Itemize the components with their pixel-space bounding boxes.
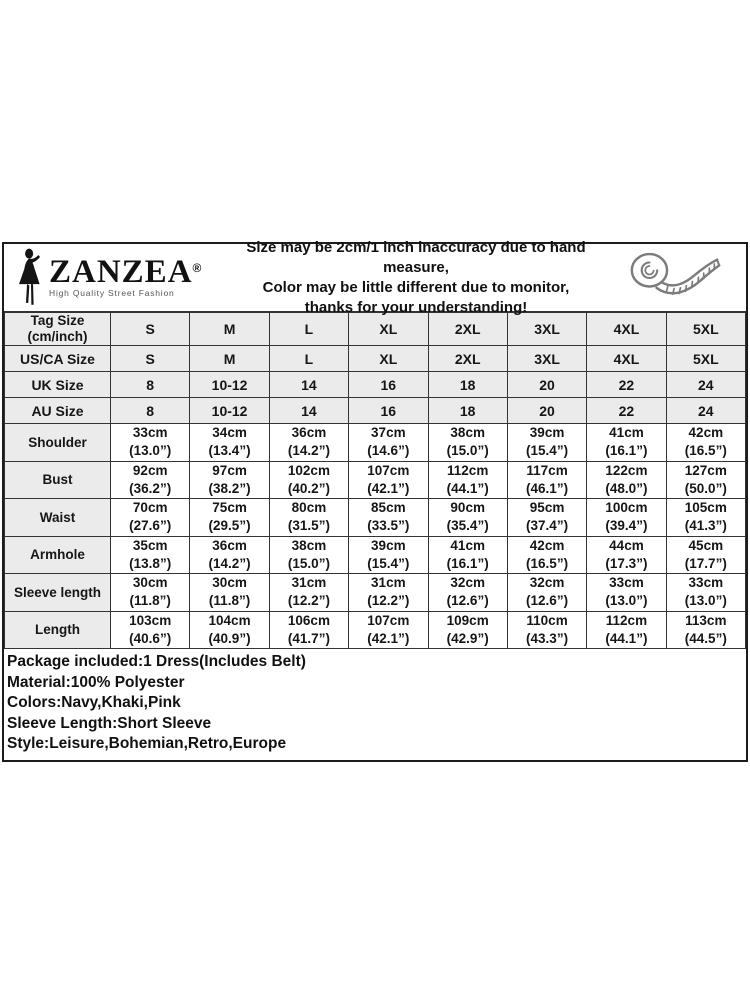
table-cell: 107cm (42.1”) — [349, 611, 428, 649]
disclaimer-line-3: thanks for your understanding! — [304, 298, 528, 316]
measuring-tape-icon — [606, 247, 738, 309]
table-row — [5, 372, 746, 398]
table-row — [5, 611, 746, 649]
row-label: Bust — [5, 461, 111, 499]
table-cell: 32cm (12.6”) — [428, 574, 507, 612]
table-cell: 103cm (40.6”) — [111, 611, 190, 649]
table-cell: 8 — [111, 372, 190, 398]
table-cell: 34cm (13.4”) — [190, 424, 269, 462]
table-cell: 42cm (16.5”) — [507, 536, 586, 574]
table-row — [5, 499, 746, 537]
row-label: Length — [5, 611, 111, 649]
table-cell: 18 — [428, 372, 507, 398]
table-cell: 112cm (44.1”) — [428, 461, 507, 499]
table-cell: 117cm (46.1”) — [507, 461, 586, 499]
table-cell: 127cm (50.0”) — [666, 461, 745, 499]
table-cell: 41cm (16.1”) — [587, 424, 666, 462]
table-cell: S — [111, 313, 190, 346]
table-cell: 95cm (37.4”) — [507, 499, 586, 537]
table-cell: 2XL — [428, 313, 507, 346]
disclaimer-line-1: Size may be 2cm/1 inch inaccuracy due to hand measure, — [246, 238, 586, 276]
brand-wordmark: ZANZEA — [49, 254, 193, 290]
table-cell: 109cm (42.9”) — [428, 611, 507, 649]
row-label: AU Size — [5, 398, 111, 424]
table-cell: 113cm (44.5”) — [666, 611, 745, 649]
table-cell: 30cm (11.8”) — [190, 574, 269, 612]
table-cell: 70cm (27.6”) — [111, 499, 190, 537]
table-cell: 16 — [349, 398, 428, 424]
table-cell: L — [269, 313, 348, 346]
woman-silhouette-icon — [16, 248, 46, 308]
table-cell: M — [190, 346, 269, 372]
table-cell: 16 — [349, 372, 428, 398]
table-cell: 110cm (43.3”) — [507, 611, 586, 649]
product-details — [4, 649, 746, 760]
table-cell: 36cm (14.2”) — [190, 536, 269, 574]
table-cell: 92cm (36.2”) — [111, 461, 190, 499]
row-label: Shoulder — [5, 424, 111, 462]
table-cell: 97cm (38.2”) — [190, 461, 269, 499]
table-cell: 4XL — [587, 313, 666, 346]
table-cell: 102cm (40.2”) — [269, 461, 348, 499]
table-cell: 2XL — [428, 346, 507, 372]
table-cell: 31cm (12.2”) — [269, 574, 348, 612]
registered-mark: ® — [192, 261, 203, 275]
row-label: US/CA Size — [5, 346, 111, 372]
row-label: UK Size — [5, 372, 111, 398]
table-cell: 14 — [269, 372, 348, 398]
table-cell: 35cm (13.8”) — [111, 536, 190, 574]
table-row — [5, 424, 746, 462]
table-cell: 105cm (41.3”) — [666, 499, 745, 537]
table-cell: 33cm (13.0”) — [666, 574, 745, 612]
table-cell: 45cm (17.7”) — [666, 536, 745, 574]
table-cell: 32cm (12.6”) — [507, 574, 586, 612]
detail-line: Style:Leisure,Bohemian,Retro,Europe — [7, 735, 287, 752]
size-disclaimer — [234, 238, 598, 318]
table-cell: 85cm (33.5”) — [349, 499, 428, 537]
table-cell: 22 — [587, 398, 666, 424]
table-cell: 104cm (40.9”) — [190, 611, 269, 649]
table-cell: 4XL — [587, 346, 666, 372]
table-cell: 122cm (48.0”) — [587, 461, 666, 499]
table-cell: 20 — [507, 372, 586, 398]
table-cell: 18 — [428, 398, 507, 424]
table-cell: 8 — [111, 398, 190, 424]
table-cell: 42cm (16.5”) — [666, 424, 745, 462]
table-cell: XL — [349, 346, 428, 372]
table-cell: 24 — [666, 398, 745, 424]
table-cell: 37cm (14.6”) — [349, 424, 428, 462]
table-row — [5, 398, 746, 424]
table-cell: 10-12 — [190, 398, 269, 424]
table-cell: 5XL — [666, 346, 745, 372]
table-cell: 30cm (11.8”) — [111, 574, 190, 612]
table-cell: 31cm (12.2”) — [349, 574, 428, 612]
table-cell: 75cm (29.5”) — [190, 499, 269, 537]
table-cell: 90cm (35.4”) — [428, 499, 507, 537]
table-cell: 3XL — [507, 313, 586, 346]
row-label: Waist — [5, 499, 111, 537]
table-row — [5, 574, 746, 612]
table-cell: 22 — [587, 372, 666, 398]
header-band — [4, 238, 746, 316]
table-cell: 38cm (15.0”) — [428, 424, 507, 462]
table-cell: L — [269, 346, 348, 372]
table-row — [5, 536, 746, 574]
table-cell: 3XL — [507, 346, 586, 372]
table-cell: 39cm (15.4”) — [507, 424, 586, 462]
table-cell: 39cm (15.4”) — [349, 536, 428, 574]
table-cell: XL — [349, 313, 428, 346]
table-cell: 36cm (14.2”) — [269, 424, 348, 462]
table-cell: 10-12 — [190, 372, 269, 398]
table-row — [5, 461, 746, 499]
table-cell: M — [190, 313, 269, 346]
table-cell: 107cm (42.1”) — [349, 461, 428, 499]
table-row — [5, 346, 746, 372]
row-label: Sleeve length — [5, 574, 111, 612]
table-cell: 106cm (41.7”) — [269, 611, 348, 649]
size-table — [4, 312, 746, 649]
detail-line: Sleeve Length:Short Sleeve — [7, 714, 212, 732]
table-cell: 38cm (15.0”) — [269, 536, 348, 574]
table-cell: 112cm (44.1”) — [587, 611, 666, 649]
table-cell: 80cm (31.5”) — [269, 499, 348, 537]
table-cell: S — [111, 346, 190, 372]
row-label: Armhole — [5, 536, 111, 574]
table-cell: 33cm (13.0”) — [111, 424, 190, 462]
detail-line: Package included:1 Dress(Includes Belt) — [7, 653, 306, 670]
table-cell: 33cm (13.0”) — [587, 574, 666, 612]
disclaimer-line-2: Color may be little different due to monitor, — [262, 278, 570, 296]
brand-logo — [4, 248, 234, 308]
brand-name — [49, 254, 203, 290]
table-cell: 20 — [507, 398, 586, 424]
table-cell: 100cm (39.4”) — [587, 499, 666, 537]
table-cell: 24 — [666, 372, 745, 398]
detail-line: Material:100% Polyester — [7, 673, 185, 691]
table-cell: 5XL — [666, 313, 745, 346]
brand-logo-text — [49, 254, 203, 298]
table-cell: 14 — [269, 398, 348, 424]
table-cell: 41cm (16.1”) — [428, 536, 507, 574]
tape-icon-area — [598, 247, 746, 309]
size-chart-sheet — [2, 238, 748, 762]
brand-tagline: High Quality Street Fashion — [49, 288, 175, 298]
row-label: Tag Size (cm/inch) — [5, 313, 111, 346]
table-cell: 44cm (17.3”) — [587, 536, 666, 574]
detail-line: Colors:Navy,Khaki,Pink — [7, 694, 181, 711]
size-table-body — [5, 313, 746, 649]
